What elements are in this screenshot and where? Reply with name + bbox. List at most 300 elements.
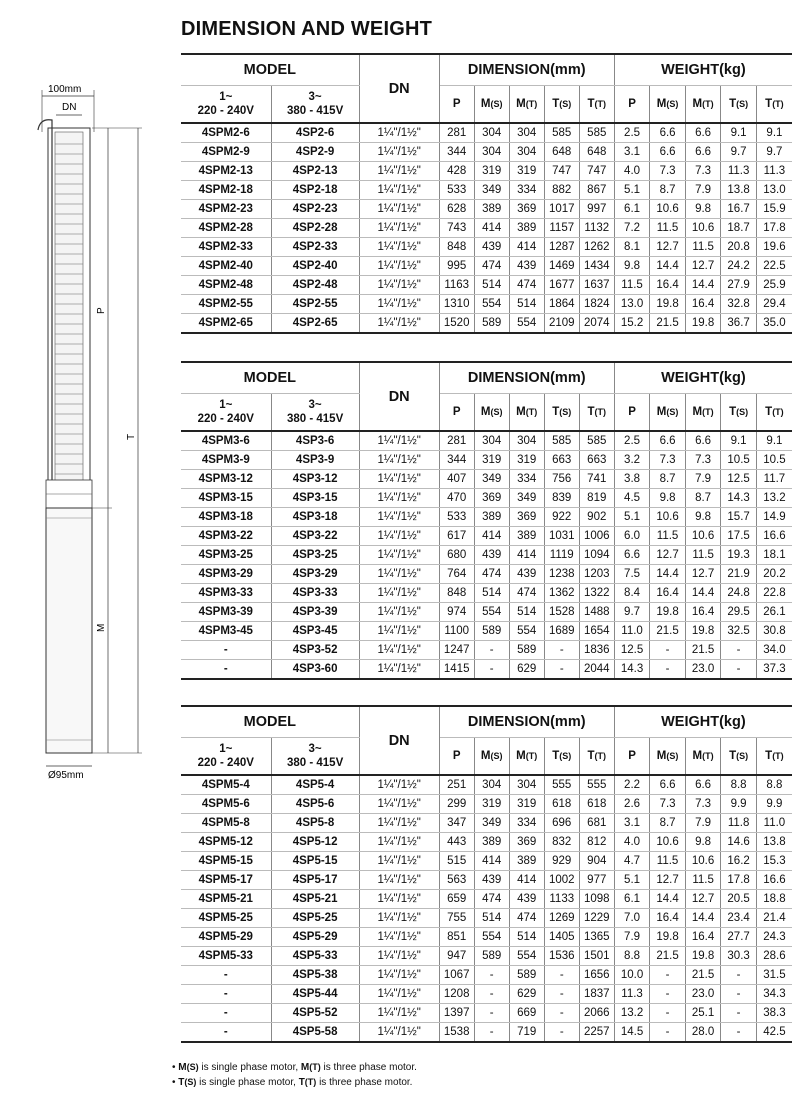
value-cell: 15.9 (756, 200, 792, 219)
dn-cell: 1¼"/1½" (359, 947, 439, 966)
table-row (181, 527, 792, 546)
dn-cell: 1¼"/1½" (359, 295, 439, 314)
model-cell: 4SPM3-33 (181, 584, 271, 603)
value-cell: 18.8 (756, 890, 792, 909)
value-cell: 1002 (544, 871, 579, 890)
value-cell: 389 (474, 200, 509, 219)
col-t-s: T(S) (544, 86, 579, 124)
col-p: P (439, 86, 474, 124)
value-cell: 389 (474, 508, 509, 527)
value-cell: 1208 (439, 985, 474, 1004)
value-cell: 589 (474, 622, 509, 641)
value-cell: 10.6 (685, 219, 721, 238)
value-cell: - (721, 1004, 757, 1023)
value-cell: 30.3 (721, 947, 757, 966)
model-cell: - (181, 1004, 271, 1023)
value-cell: 24.2 (721, 257, 757, 276)
value-cell: 20.5 (721, 890, 757, 909)
col-wt-t: T(T) (756, 394, 792, 432)
value-cell: 7.3 (650, 451, 686, 470)
value-cell: 23.4 (721, 909, 757, 928)
col-m-s: M(S) (474, 738, 509, 776)
value-cell: 7.3 (685, 451, 721, 470)
model-cell: 4SPM2-13 (181, 162, 271, 181)
motor-body (46, 508, 92, 753)
footnote-motor-m: • M(S) is single phase motor, M(T) is three phase motor. (172, 1062, 417, 1073)
value-cell: 439 (474, 871, 509, 890)
value-cell: 7.9 (685, 814, 721, 833)
value-cell: - (650, 641, 686, 660)
dn-cell: 1¼"/1½" (359, 143, 439, 162)
value-cell: 1415 (439, 660, 474, 680)
weight-header: WEIGHT(kg) (614, 362, 792, 394)
value-cell: - (721, 966, 757, 985)
value-cell: 1836 (579, 641, 614, 660)
table-row (181, 565, 792, 584)
value-cell: 8.7 (650, 181, 686, 200)
model-cell: 4SPM5-17 (181, 871, 271, 890)
value-cell: 8.8 (756, 775, 792, 795)
model-cell: 4SPM5-29 (181, 928, 271, 947)
value-cell: 27.7 (721, 928, 757, 947)
value-cell: 344 (439, 451, 474, 470)
value-cell: 7.9 (614, 928, 650, 947)
value-cell: 8.8 (721, 775, 757, 795)
page-title: DIMENSION AND WEIGHT (181, 18, 433, 40)
value-cell: 389 (509, 527, 544, 546)
value-cell: 12.7 (650, 546, 686, 565)
model-cell: 4SP3-12 (271, 470, 359, 489)
model-cell: - (181, 660, 271, 680)
value-cell: 5.1 (614, 871, 650, 890)
value-cell: 474 (474, 890, 509, 909)
value-cell: 1837 (579, 985, 614, 1004)
dn-cell: 1¼"/1½" (359, 833, 439, 852)
model-cell: 4SP3-60 (271, 660, 359, 680)
value-cell: 28.0 (685, 1023, 721, 1043)
model-cell: 4SP3-52 (271, 641, 359, 660)
model-cell: 4SP5-52 (271, 1004, 359, 1023)
value-cell: 1229 (579, 909, 614, 928)
value-cell: 24.8 (721, 584, 757, 603)
value-cell: 696 (544, 814, 579, 833)
value-cell: 1654 (579, 622, 614, 641)
table-row (181, 814, 792, 833)
value-cell: 304 (509, 431, 544, 451)
model-cell: 4SP2-18 (271, 181, 359, 200)
value-cell: 851 (439, 928, 474, 947)
col-wm-s: M(S) (650, 394, 686, 432)
value-cell: 349 (474, 814, 509, 833)
value-cell: - (544, 1023, 579, 1043)
value-cell: 15.2 (614, 314, 650, 334)
value-cell: 1203 (579, 565, 614, 584)
dn-cell: 1¼"/1½" (359, 928, 439, 947)
model-cell: 4SPM5-6 (181, 795, 271, 814)
value-cell: 20.2 (756, 565, 792, 584)
value-cell: 319 (474, 451, 509, 470)
model-cell: 4SPM2-28 (181, 219, 271, 238)
value-cell: 11.0 (756, 814, 792, 833)
dn-cell: 1¼"/1½" (359, 1023, 439, 1043)
model-cell: 4SP5-38 (271, 966, 359, 985)
table-row (181, 966, 792, 985)
value-cell: 1247 (439, 641, 474, 660)
value-cell: 11.5 (685, 238, 721, 257)
table-row (181, 909, 792, 928)
col-t-s: T(S) (544, 738, 579, 776)
dn-cell: 1¼"/1½" (359, 470, 439, 489)
dn-cell: 1¼"/1½" (359, 603, 439, 622)
table-row (181, 871, 792, 890)
dn-cell: 1¼"/1½" (359, 219, 439, 238)
col-wt-s: T(S) (721, 738, 757, 776)
value-cell: 12.7 (650, 238, 686, 257)
col-t-t: T(T) (579, 738, 614, 776)
dn-cell: 1¼"/1½" (359, 1004, 439, 1023)
col-m-t: M(T) (509, 394, 544, 432)
value-cell: 16.4 (685, 928, 721, 947)
value-cell: 32.5 (721, 622, 757, 641)
table-row (181, 238, 792, 257)
value-cell: 1322 (579, 584, 614, 603)
value-cell: 1656 (579, 966, 614, 985)
table-row (181, 546, 792, 565)
value-cell: 10.5 (721, 451, 757, 470)
value-cell: 474 (509, 584, 544, 603)
value-cell: 904 (579, 852, 614, 871)
value-cell: 319 (509, 795, 544, 814)
value-cell: 743 (439, 219, 474, 238)
value-cell: 23.0 (685, 660, 721, 680)
value-cell: 12.7 (685, 257, 721, 276)
model-cell: 4SPM2-55 (181, 295, 271, 314)
value-cell: 7.9 (685, 181, 721, 200)
table-row (181, 181, 792, 200)
dn-cell: 1¼"/1½" (359, 890, 439, 909)
m-dim-label: M (96, 623, 107, 632)
value-cell: 755 (439, 909, 474, 928)
col-wm-t: M(T) (685, 86, 721, 124)
value-cell: 34.3 (756, 985, 792, 1004)
value-cell: 663 (579, 451, 614, 470)
model-cell: - (181, 1023, 271, 1043)
value-cell: 812 (579, 833, 614, 852)
value-cell: 1501 (579, 947, 614, 966)
value-cell: 618 (579, 795, 614, 814)
value-cell: 848 (439, 238, 474, 257)
model-cell: 4SPM2-9 (181, 143, 271, 162)
model-cell: 4SP2-40 (271, 257, 359, 276)
value-cell: 1017 (544, 200, 579, 219)
dn-cell: 1¼"/1½" (359, 314, 439, 334)
footnotes (172, 1060, 417, 1090)
value-cell: 719 (509, 1023, 544, 1043)
dimension-header: DIMENSION(mm) (439, 54, 614, 86)
value-cell: 563 (439, 871, 474, 890)
value-cell: 470 (439, 489, 474, 508)
table-row (181, 833, 792, 852)
col-wm-s: M(S) (650, 738, 686, 776)
value-cell: 6.6 (685, 143, 721, 162)
value-cell: 5.1 (614, 181, 650, 200)
pump-dimension-drawing (0, 60, 180, 800)
model-cell: 4SP3-9 (271, 451, 359, 470)
model-cell: 4SP5-21 (271, 890, 359, 909)
model-cell: 4SP5-33 (271, 947, 359, 966)
model-cell: 4SP3-15 (271, 489, 359, 508)
model-cell: 4SP3-22 (271, 527, 359, 546)
value-cell: 8.4 (614, 584, 650, 603)
value-cell: 1689 (544, 622, 579, 641)
value-cell: 16.2 (721, 852, 757, 871)
value-cell: 281 (439, 123, 474, 143)
model-header: MODEL (181, 54, 359, 86)
dn-cell: 1¼"/1½" (359, 238, 439, 257)
value-cell: 1262 (579, 238, 614, 257)
value-cell: 9.8 (614, 257, 650, 276)
value-cell: 629 (509, 660, 544, 680)
value-cell: 974 (439, 603, 474, 622)
dn-cell: 1¼"/1½" (359, 565, 439, 584)
value-cell: - (650, 660, 686, 680)
value-cell: 10.6 (685, 852, 721, 871)
table-row (181, 451, 792, 470)
value-cell: 1864 (544, 295, 579, 314)
value-cell: 19.8 (650, 295, 686, 314)
value-cell: 648 (579, 143, 614, 162)
col-p: P (439, 394, 474, 432)
value-cell: 1119 (544, 546, 579, 565)
value-cell: 756 (544, 470, 579, 489)
value-cell: 589 (474, 947, 509, 966)
value-cell: 1100 (439, 622, 474, 641)
value-cell: 11.3 (756, 162, 792, 181)
value-cell: 29.4 (756, 295, 792, 314)
value-cell: 1067 (439, 966, 474, 985)
col-m-s: M(S) (474, 394, 509, 432)
dn-cell: 1¼"/1½" (359, 257, 439, 276)
dn-cell: 1¼"/1½" (359, 814, 439, 833)
value-cell: 12.7 (685, 565, 721, 584)
value-cell: - (474, 1023, 509, 1043)
value-cell: - (721, 985, 757, 1004)
value-cell: 13.8 (756, 833, 792, 852)
value-cell: - (474, 966, 509, 985)
value-cell: 11.5 (650, 527, 686, 546)
value-cell: 26.1 (756, 603, 792, 622)
value-cell: 428 (439, 162, 474, 181)
value-cell: 251 (439, 775, 474, 795)
value-cell: 3.2 (614, 451, 650, 470)
value-cell: 659 (439, 890, 474, 909)
value-cell: 628 (439, 200, 474, 219)
value-cell: 8.7 (650, 814, 686, 833)
value-cell: 1528 (544, 603, 579, 622)
model-cell: 4SPM5-12 (181, 833, 271, 852)
table-row (181, 295, 792, 314)
dimension-header: DIMENSION(mm) (439, 362, 614, 394)
value-cell: 514 (474, 584, 509, 603)
model-cell: 4SPM5-15 (181, 852, 271, 871)
dn-cell: 1¼"/1½" (359, 200, 439, 219)
value-cell: 19.8 (650, 928, 686, 947)
value-cell: 304 (474, 431, 509, 451)
value-cell: 680 (439, 546, 474, 565)
three-phase-header: 3~ 380 - 415V (271, 86, 359, 124)
value-cell: 6.6 (650, 431, 686, 451)
table-row (181, 928, 792, 947)
model-cell: 4SPM2-18 (181, 181, 271, 200)
value-cell: 3.1 (614, 814, 650, 833)
value-cell: 1133 (544, 890, 579, 909)
value-cell: 14.3 (721, 489, 757, 508)
value-cell: 18.1 (756, 546, 792, 565)
value-cell: 1637 (579, 276, 614, 295)
spec-table-5 (181, 705, 792, 1043)
value-cell: 629 (509, 985, 544, 1004)
value-cell: 995 (439, 257, 474, 276)
value-cell: 19.8 (685, 622, 721, 641)
value-cell: 439 (474, 546, 509, 565)
model-cell: 4SPM2-48 (181, 276, 271, 295)
table-row (181, 431, 792, 451)
value-cell: 1132 (579, 219, 614, 238)
model-cell: 4SPM2-6 (181, 123, 271, 143)
col-m-t: M(T) (509, 738, 544, 776)
value-cell: 3.8 (614, 470, 650, 489)
value-cell: 13.0 (756, 181, 792, 200)
value-cell: 2.5 (614, 431, 650, 451)
value-cell: 554 (474, 603, 509, 622)
value-cell: 474 (474, 257, 509, 276)
value-cell: - (650, 966, 686, 985)
value-cell: - (650, 1004, 686, 1023)
value-cell: 334 (509, 181, 544, 200)
dn-cell: 1¼"/1½" (359, 451, 439, 470)
value-cell: - (544, 641, 579, 660)
value-cell: 11.8 (721, 814, 757, 833)
value-cell: 319 (509, 162, 544, 181)
value-cell: 12.7 (650, 871, 686, 890)
value-cell: 19.8 (685, 947, 721, 966)
value-cell: 9.7 (756, 143, 792, 162)
value-cell: 7.2 (614, 219, 650, 238)
model-header: MODEL (181, 706, 359, 738)
value-cell: 14.3 (614, 660, 650, 680)
model-cell: 4SP2-28 (271, 219, 359, 238)
table-row (181, 775, 792, 795)
value-cell: 3.1 (614, 143, 650, 162)
value-cell: 474 (509, 276, 544, 295)
value-cell: 16.7 (721, 200, 757, 219)
value-cell: 17.8 (756, 219, 792, 238)
model-cell: 4SP2-23 (271, 200, 359, 219)
value-cell: 25.9 (756, 276, 792, 295)
model-cell: 4SP2-13 (271, 162, 359, 181)
value-cell: 31.5 (756, 966, 792, 985)
table-row (181, 985, 792, 1004)
table-row (181, 508, 792, 527)
value-cell: 474 (474, 565, 509, 584)
value-cell: 12.5 (614, 641, 650, 660)
value-cell: 35.0 (756, 314, 792, 334)
model-cell: 4SPM3-12 (181, 470, 271, 489)
value-cell: 21.4 (756, 909, 792, 928)
value-cell: - (544, 966, 579, 985)
model-cell: 4SP3-33 (271, 584, 359, 603)
spec-table-body (181, 123, 792, 333)
value-cell: 882 (544, 181, 579, 200)
model-cell: 4SP5-12 (271, 833, 359, 852)
dn-cell: 1¼"/1½" (359, 966, 439, 985)
value-cell: 21.9 (721, 565, 757, 584)
model-cell: 4SP3-25 (271, 546, 359, 565)
value-cell: 6.1 (614, 890, 650, 909)
value-cell: 16.6 (756, 527, 792, 546)
value-cell: 19.8 (685, 314, 721, 334)
value-cell: 533 (439, 181, 474, 200)
table-row (181, 200, 792, 219)
dia-dim-label: Ø95mm (48, 770, 84, 781)
value-cell: - (650, 985, 686, 1004)
value-cell: - (650, 1023, 686, 1043)
value-cell: 741 (579, 470, 614, 489)
value-cell: - (474, 1004, 509, 1023)
value-cell: 7.3 (685, 162, 721, 181)
pump-diagram-svg (0, 60, 180, 800)
value-cell: 514 (509, 603, 544, 622)
value-cell: 439 (509, 890, 544, 909)
value-cell: 389 (474, 833, 509, 852)
value-cell: 11.5 (614, 276, 650, 295)
value-cell: 14.4 (685, 909, 721, 928)
value-cell: 369 (509, 833, 544, 852)
dn-cell: 1¼"/1½" (359, 622, 439, 641)
value-cell: 38.3 (756, 1004, 792, 1023)
dn-cell: 1¼"/1½" (359, 181, 439, 200)
value-cell: 929 (544, 852, 579, 871)
model-cell: 4SPM2-33 (181, 238, 271, 257)
value-cell: - (721, 1023, 757, 1043)
value-cell: 867 (579, 181, 614, 200)
value-cell: 9.1 (756, 431, 792, 451)
value-cell: 414 (474, 219, 509, 238)
value-cell: 11.3 (614, 985, 650, 1004)
dn-cell: 1¼"/1½" (359, 431, 439, 451)
value-cell: 554 (509, 314, 544, 334)
value-cell: 349 (509, 489, 544, 508)
value-cell: 8.1 (614, 238, 650, 257)
single-phase-header: 1~ 220 - 240V (181, 86, 271, 124)
value-cell: 11.5 (685, 871, 721, 890)
model-cell: 4SP2-9 (271, 143, 359, 162)
value-cell: 9.8 (650, 489, 686, 508)
value-cell: 554 (474, 928, 509, 947)
table-row (181, 603, 792, 622)
model-cell: 4SPM5-33 (181, 947, 271, 966)
value-cell: 14.4 (650, 257, 686, 276)
value-cell: 16.4 (685, 295, 721, 314)
value-cell: 1538 (439, 1023, 474, 1043)
value-cell: 8.8 (614, 947, 650, 966)
value-cell: 7.0 (614, 909, 650, 928)
value-cell: 1536 (544, 947, 579, 966)
dn-cell: 1¼"/1½" (359, 852, 439, 871)
model-cell: - (181, 985, 271, 1004)
value-cell: 1031 (544, 527, 579, 546)
value-cell: 997 (579, 200, 614, 219)
